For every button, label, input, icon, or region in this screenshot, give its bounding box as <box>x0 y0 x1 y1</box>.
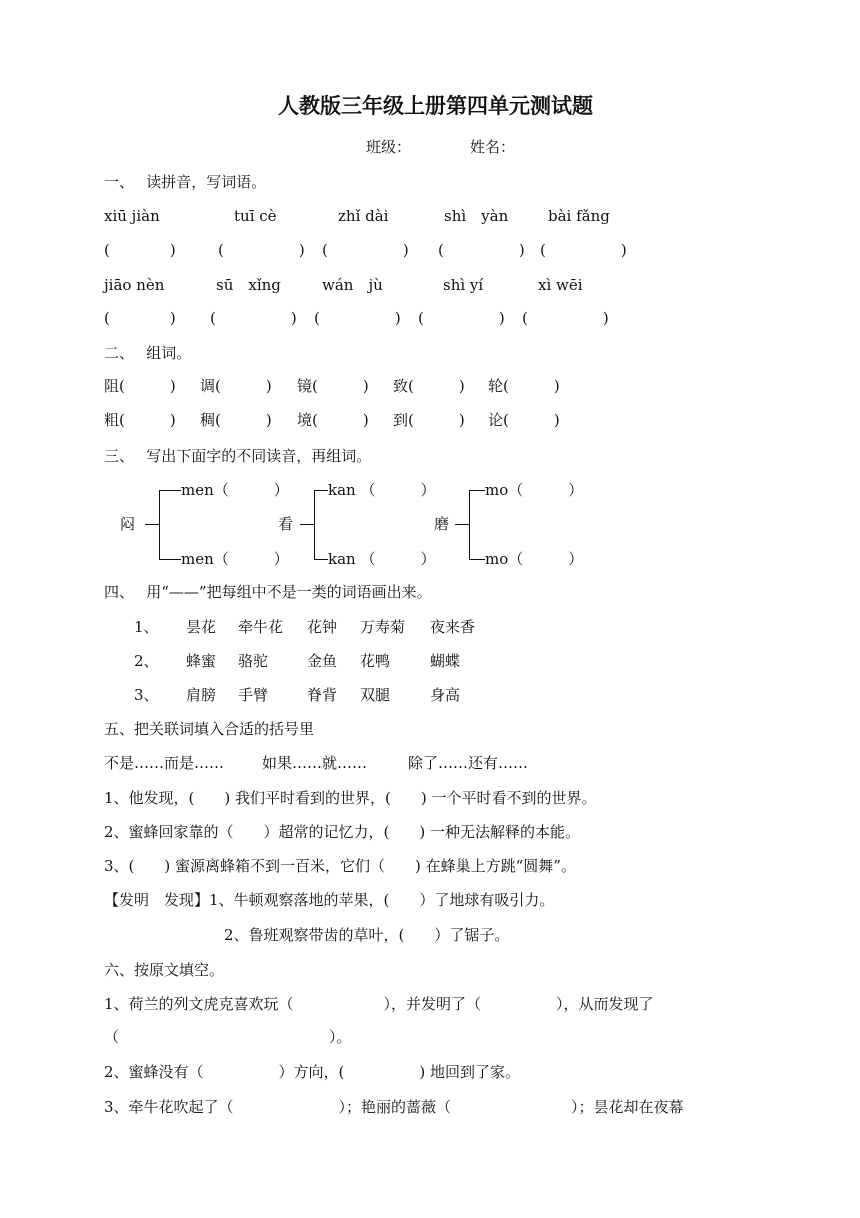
answer-blank[interactable]: ( ) <box>322 241 409 259</box>
reading-blank[interactable]: mo（ ） <box>485 481 584 499</box>
bracket-char: 磨 <box>434 515 450 533</box>
section3-heading: 三、 写出下面字的不同读音，再组词。 <box>104 447 372 465</box>
answer-blank[interactable]: ( ) <box>104 241 176 259</box>
pinyin-item: bài fǎng <box>548 207 610 225</box>
word-blank[interactable]: 到( ) <box>393 411 465 429</box>
bracket-branch <box>314 559 328 560</box>
word-option[interactable]: 蜂蜜 <box>186 652 217 670</box>
word-option[interactable]: 昙花 <box>186 618 217 636</box>
word-blank[interactable]: 稠( ) <box>200 411 272 429</box>
pinyin-item: tuī cè <box>234 207 277 225</box>
question-line: 2、鲁班观察带齿的草叶，( ）了锯子。 <box>224 926 510 944</box>
word-blank[interactable]: 致( ) <box>393 377 465 395</box>
question-line: 2、蜜蜂回家靠的（ ）超常的记忆力，( ) 一种无法解释的本能。 <box>104 823 581 841</box>
bracket-branch <box>314 490 328 491</box>
section6-heading: 六、按原文填空。 <box>104 961 225 979</box>
question-line: 2、蜜蜂没有（ ）方向，( ) 地回到了家。 <box>104 1063 521 1081</box>
bracket-stem <box>145 524 159 525</box>
word-blank[interactable]: 论( ) <box>488 411 560 429</box>
word-option[interactable]: 蝴蝶 <box>430 652 461 670</box>
bracket-branch <box>159 559 181 560</box>
section4-heading: 四、 用“——”把每组中不是一类的词语画出来。 <box>104 583 432 601</box>
word-option[interactable]: 手臂 <box>238 686 269 704</box>
section2-heading: 二、 组词。 <box>104 344 192 362</box>
word-blank[interactable]: 调( ) <box>200 377 272 395</box>
answer-blank[interactable]: ( ) <box>438 241 525 259</box>
word-blank[interactable]: 阻( ) <box>104 377 176 395</box>
answer-blank[interactable]: ( ) <box>540 241 627 259</box>
question-line: 1、他发现，( ) 我们平时看到的世界，( ) 一个平时看不到的世界。 <box>104 789 597 807</box>
question-line: 3、( ) 蜜源离蜂箱不到一百米，它们（ ) 在蜂巢上方跳“圆舞”。 <box>104 857 576 875</box>
bracket-spine <box>314 490 315 560</box>
bracket-spine <box>159 490 160 560</box>
question-line: 1、荷兰的列文虎克喜欢玩（ ），并发明了（ ），从而发现了 <box>104 995 654 1013</box>
pinyin-item: zhǐ dài <box>338 207 389 225</box>
answer-blank[interactable]: ( ) <box>210 309 297 327</box>
bracket-branch <box>469 559 485 560</box>
conjunction-option: 如果……就…… <box>262 754 368 772</box>
bracket-char: 看 <box>278 515 294 533</box>
pinyin-item: xiū jiàn <box>104 207 160 225</box>
pinyin-item: shì yàn <box>444 207 509 225</box>
word-option[interactable]: 花钟 <box>307 618 338 636</box>
bracket-branch <box>159 490 181 491</box>
word-option[interactable]: 万寿菊 <box>360 618 406 636</box>
pinyin-item: sū xǐng <box>216 276 281 294</box>
word-option[interactable]: 脊背 <box>307 686 338 704</box>
question-line: （ ）。 <box>104 1028 352 1046</box>
row-number: 1、 <box>134 618 159 636</box>
word-option[interactable]: 夜来香 <box>430 618 476 636</box>
word-blank[interactable]: 粗( ) <box>104 411 176 429</box>
reading-blank[interactable]: men（ ） <box>181 550 289 568</box>
word-option[interactable]: 肩膀 <box>186 686 217 704</box>
word-option[interactable]: 双腿 <box>360 686 391 704</box>
section5-heading: 五、把关联词填入合适的括号里 <box>104 720 315 738</box>
bracket-stem <box>455 524 469 525</box>
bracket-stem <box>300 524 314 525</box>
reading-blank[interactable]: kan （ ） <box>328 481 436 499</box>
pinyin-item: shì yí <box>443 276 484 294</box>
word-option[interactable]: 身高 <box>430 686 461 704</box>
name-label: 姓名： <box>470 138 516 156</box>
answer-blank[interactable]: ( ) <box>418 309 505 327</box>
conjunction-option: 不是……而是…… <box>104 754 225 772</box>
word-option[interactable]: 花鸭 <box>360 652 391 670</box>
row-number: 3、 <box>134 686 159 704</box>
bracket-branch <box>469 490 485 491</box>
word-blank[interactable]: 境( ) <box>297 411 369 429</box>
answer-blank[interactable]: ( ) <box>522 309 609 327</box>
bracket-char: 闷 <box>120 515 136 533</box>
bracket-spine <box>469 490 470 560</box>
reading-blank[interactable]: kan （ ） <box>328 550 436 568</box>
question-line: 3、牵牛花吹起了（ ）；艳丽的蔷薇（ ）；昙花却在夜幕 <box>104 1098 684 1116</box>
page-title: 人教版三年级上册第四单元测试题 <box>278 93 593 118</box>
section1-heading: 一、 读拼音，写词语。 <box>104 173 267 191</box>
pinyin-item: jiāo nèn <box>104 276 165 294</box>
word-option[interactable]: 骆驼 <box>238 652 269 670</box>
answer-blank[interactable]: ( ) <box>314 309 401 327</box>
pinyin-item: xì wēi <box>538 276 583 294</box>
row-number: 2、 <box>134 652 159 670</box>
conjunction-option: 除了……还有…… <box>408 754 529 772</box>
answer-blank[interactable]: ( ) <box>104 309 176 327</box>
answer-blank[interactable]: ( ) <box>218 241 305 259</box>
word-option[interactable]: 牵牛花 <box>238 618 284 636</box>
reading-blank[interactable]: mo（ ） <box>485 550 584 568</box>
pinyin-item: wán jù <box>322 276 383 294</box>
word-option[interactable]: 金鱼 <box>307 652 338 670</box>
word-blank[interactable]: 轮( ) <box>488 377 560 395</box>
class-label: 班级： <box>366 138 412 156</box>
word-blank[interactable]: 镜( ) <box>297 377 369 395</box>
question-line: 【发明 发现】1、牛顿观察落地的苹果，( ）了地球有吸引力。 <box>104 891 555 909</box>
reading-blank[interactable]: men（ ） <box>181 481 289 499</box>
